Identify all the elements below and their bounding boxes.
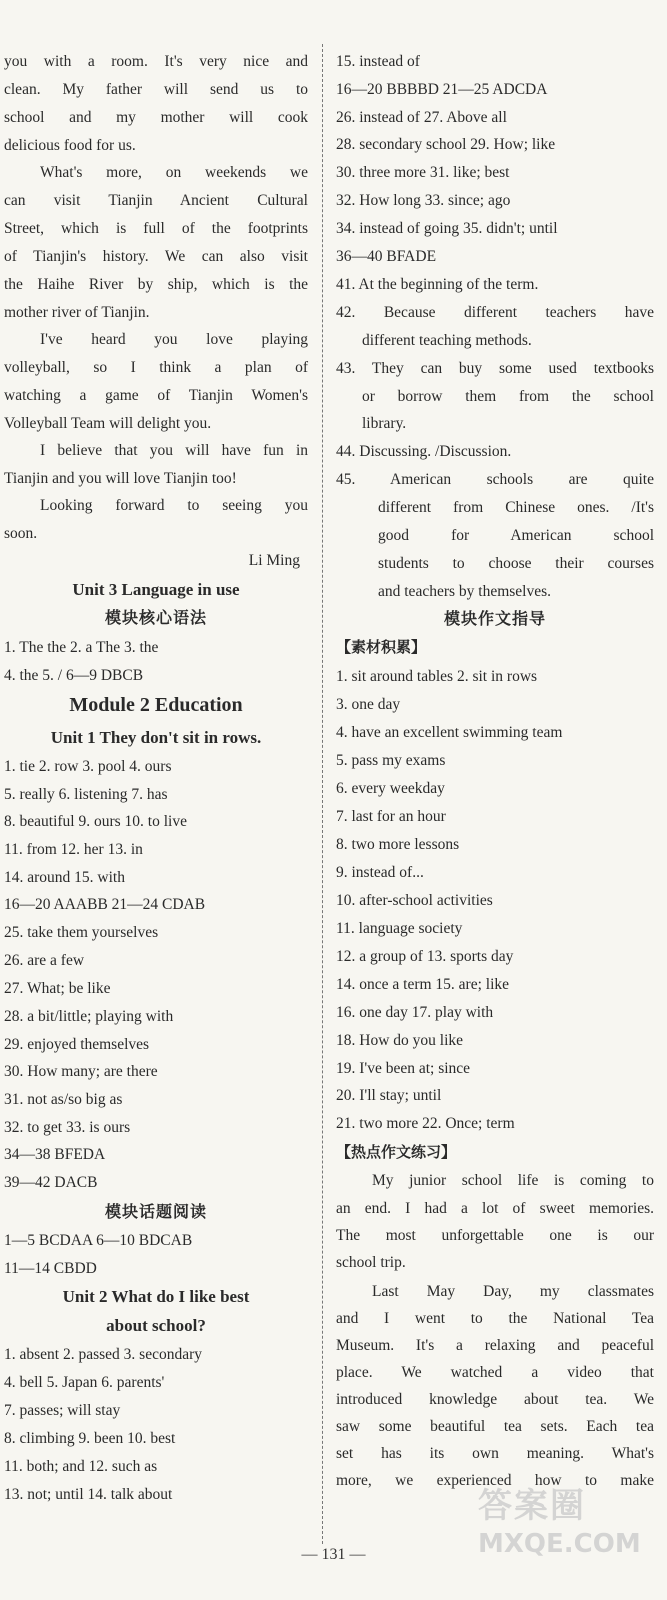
right-column-line: 41. At the beginning of the term. bbox=[336, 276, 539, 293]
left-column-line: 26. are a few bbox=[4, 952, 85, 969]
watermark-logo-text: 答案圈 bbox=[478, 1486, 586, 1526]
right-column-line: saw some beautiful tea sets. Each tea bbox=[336, 1418, 654, 1435]
right-column-line: place. We watched a video that bbox=[336, 1364, 654, 1381]
right-column-line: 6. every weekday bbox=[336, 780, 445, 797]
right-column-line: good for American school bbox=[378, 527, 654, 544]
right-column-line: 15. instead of bbox=[336, 53, 420, 70]
left-column-line: 模块话题阅读 bbox=[104, 1204, 207, 1221]
left-column-line: 28. a bit/little; playing with bbox=[4, 1008, 174, 1025]
right-column-line: 9. instead of... bbox=[336, 864, 424, 881]
left-column-line: 34—38 BFEDA bbox=[4, 1146, 106, 1163]
left-column-line: 1. absent 2. passed 3. secondary bbox=[4, 1346, 203, 1363]
left-column-line: you with a room. It's very nice and bbox=[4, 53, 308, 70]
left-column-line: of Tianjin's history. We can also visit bbox=[4, 248, 308, 265]
right-column-line: The most unforgettable one is our bbox=[336, 1227, 654, 1244]
right-column-line: 26. instead of 27. Above all bbox=[336, 109, 507, 126]
left-column-line: Looking forward to seeing you bbox=[40, 497, 308, 514]
left-column-line: delicious food for us. bbox=[4, 137, 136, 154]
right-column-line: 12. a group of 13. sports day bbox=[336, 948, 514, 965]
right-column-line: 19. I've been at; since bbox=[336, 1060, 471, 1077]
right-column-line: Museum. It's a relaxing and peaceful bbox=[336, 1337, 654, 1354]
left-column-line: 31. not as/so big as bbox=[4, 1091, 123, 1108]
left-column-line: 13. not; until 14. talk about bbox=[4, 1486, 173, 1503]
left-column-line: 30. How many; are there bbox=[4, 1063, 158, 1080]
right-column-line: 16—20 BBBBD 21—25 ADCDA bbox=[336, 81, 548, 98]
right-column-line: and I went to the National Tea bbox=[336, 1310, 654, 1327]
right-column-line: My junior school life is coming to bbox=[372, 1172, 654, 1189]
left-column-line: volleyball, so I think a plan of bbox=[4, 359, 308, 376]
left-column-line: Unit 3 Language in use bbox=[72, 580, 240, 599]
right-column-line: 3. one day bbox=[336, 696, 401, 713]
right-column-line: 20. I'll stay; until bbox=[336, 1087, 442, 1104]
right-column-line: 36—40 BFADE bbox=[336, 248, 437, 265]
left-column-line: 1. The the 2. a The 3. the bbox=[4, 639, 159, 656]
watermark-logo bbox=[478, 1478, 658, 1588]
left-column-line: 16—20 AAABB 21—24 CDAB bbox=[4, 896, 206, 913]
right-column-line: 34. instead of going 35. didn't; until bbox=[336, 220, 558, 237]
left-column-line: Street, which is full of the footprints bbox=[4, 220, 308, 237]
right-column-line: students to choose their courses bbox=[378, 555, 654, 572]
left-column-line: 4. the 5. / 6—9 DBCB bbox=[4, 667, 144, 684]
right-column-line: different from Chinese ones. /It's bbox=[378, 499, 654, 516]
left-column-line: 14. around 15. with bbox=[4, 869, 125, 886]
right-column-line: 28. secondary school 29. How; like bbox=[336, 136, 556, 153]
left-column-line: school and my mother will cook bbox=[4, 109, 308, 126]
left-column-line: 11. both; and 12. such as bbox=[4, 1458, 158, 1475]
left-column-line: 27. What; be like bbox=[4, 980, 111, 997]
left-column-line: Li Ming bbox=[248, 552, 300, 569]
right-column-line: 【素材积累】 bbox=[336, 640, 427, 656]
right-column-line: 42. Because different teachers have bbox=[336, 304, 654, 321]
left-column-line: 5. really 6. listening 7. has bbox=[4, 786, 168, 803]
column-divider bbox=[322, 44, 323, 1544]
watermark-url: MXQE.COM bbox=[478, 1529, 641, 1559]
left-column-line: What's more, on weekends we bbox=[40, 164, 308, 181]
left-column-line: 1. tie 2. row 3. pool 4. ours bbox=[4, 758, 172, 775]
right-column-line: 21. two more 22. Once; term bbox=[336, 1115, 515, 1132]
right-column-line: Last May Day, my classmates bbox=[372, 1283, 654, 1300]
left-column-line: can visit Tianjin Ancient Cultural bbox=[4, 192, 308, 209]
right-column-line: 44. Discussing. /Discussion. bbox=[336, 443, 512, 460]
left-column-line: 1—5 BCDAA 6—10 BDCAB bbox=[4, 1232, 193, 1249]
left-column-line: soon. bbox=[4, 525, 38, 542]
right-column-line: set has its own meaning. What's bbox=[336, 1445, 654, 1462]
right-column-line: 4. have an excellent swimming team bbox=[336, 724, 563, 741]
left-column-line: I've heard you love playing bbox=[40, 331, 308, 348]
right-column-line: and teachers by themselves. bbox=[378, 583, 552, 600]
right-column-line: different teaching methods. bbox=[362, 332, 532, 349]
left-column-line: 8. climbing 9. been 10. best bbox=[4, 1430, 176, 1447]
left-column-line: 11—14 CBDD bbox=[4, 1260, 97, 1277]
right-column-line: 11. language society bbox=[336, 920, 463, 937]
left-column-line: Tianjin and you will love Tianjin too! bbox=[4, 470, 237, 487]
left-column-line: 32. to get 33. is ours bbox=[4, 1119, 131, 1136]
left-column-line: the Haihe River by ship, which is the bbox=[4, 276, 308, 293]
left-column-line: 29. enjoyed themselves bbox=[4, 1036, 150, 1053]
left-column-line: 8. beautiful 9. ours 10. to live bbox=[4, 813, 187, 830]
left-column-line: 25. take them yourselves bbox=[4, 924, 159, 941]
left-column-line: watching a game of Tianjin Women's bbox=[4, 387, 308, 404]
right-column-line: 8. two more lessons bbox=[336, 836, 460, 853]
right-column-line: 14. once a term 15. are; like bbox=[336, 976, 510, 993]
left-column-line: 模块核心语法 bbox=[104, 610, 207, 627]
right-column-line: 16. one day 17. play with bbox=[336, 1004, 494, 1021]
right-column-line: more, we experienced how to make bbox=[336, 1472, 654, 1489]
right-column-line: introduced knowledge about tea. We bbox=[336, 1391, 654, 1408]
page-number: — 131 — bbox=[301, 1546, 366, 1563]
right-column-line: or borrow them from the school bbox=[362, 388, 654, 405]
right-column-line: 30. three more 31. like; best bbox=[336, 164, 510, 181]
right-column-line: 模块作文指导 bbox=[443, 611, 546, 628]
right-column-line: an end. I had a lot of sweet memories. bbox=[336, 1200, 654, 1217]
right-column-line: 10. after-school activities bbox=[336, 892, 493, 909]
left-column-line: Unit 1 They don't sit in rows. bbox=[50, 728, 262, 747]
right-column-line: library. bbox=[362, 415, 407, 432]
left-column-line: about school? bbox=[106, 1316, 206, 1335]
left-column-line: clean. My father will send us to bbox=[4, 81, 308, 98]
right-column-line: 32. How long 33. since; ago bbox=[336, 192, 511, 209]
left-column-line: 4. bell 5. Japan 6. parents' bbox=[4, 1374, 165, 1391]
left-column-line: Unit 2 What do I like best bbox=[62, 1287, 250, 1306]
right-column-line: 5. pass my exams bbox=[336, 752, 446, 769]
left-column-line: 7. passes; will stay bbox=[4, 1402, 121, 1419]
left-column-line: I believe that you will have fun in bbox=[40, 442, 308, 459]
left-column-line: 39—42 DACB bbox=[4, 1174, 98, 1191]
left-column-line: Volleyball Team will delight you. bbox=[4, 415, 212, 432]
left-column-line: 11. from 12. her 13. in bbox=[4, 841, 143, 858]
right-column-line: 7. last for an hour bbox=[336, 808, 446, 825]
left-column-line: Module 2 Education bbox=[69, 694, 243, 716]
right-column-line: school trip. bbox=[336, 1254, 406, 1271]
left-column-line: mother river of Tianjin. bbox=[4, 304, 150, 321]
right-column-line: 【热点作文练习】 bbox=[336, 1145, 457, 1161]
right-column-line: 45. American schools are quite bbox=[336, 471, 654, 488]
right-column-line: 43. They can buy some used textbooks bbox=[336, 360, 654, 377]
right-column-line: 18. How do you like bbox=[336, 1032, 464, 1049]
right-column-line: 1. sit around tables 2. sit in rows bbox=[336, 668, 538, 685]
